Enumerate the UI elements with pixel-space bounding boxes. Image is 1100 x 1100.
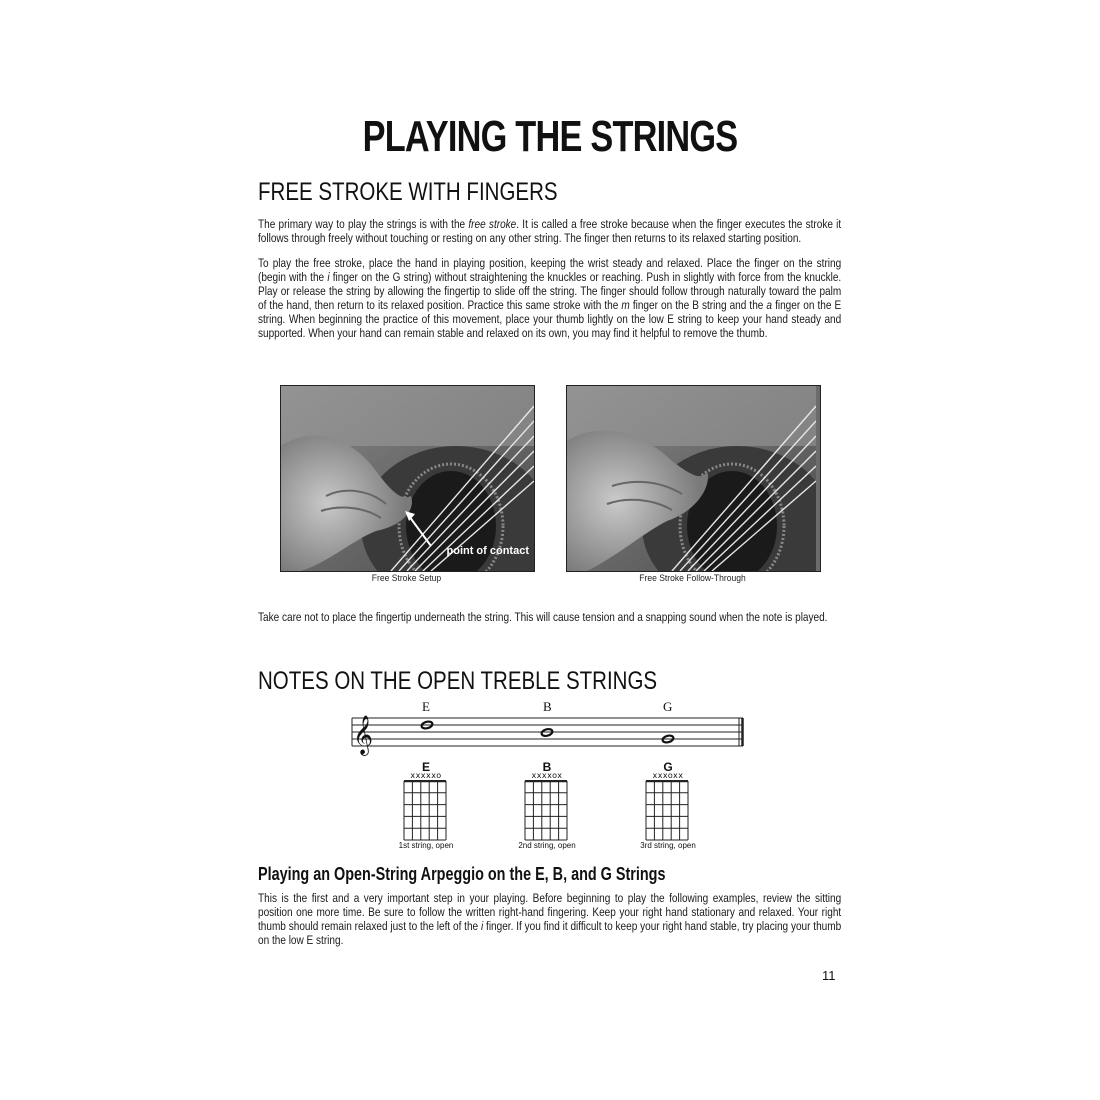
chord-grid-g <box>646 781 688 840</box>
paragraph-free-stroke-howto: To play the free stroke, place the hand in playing position, keeping the wrist steady and relaxed. Place the finger on the string (begin with the i finger on the G string) without straightening the knuckles or reaching. Push in slightly with force from the knuckle. Play or release the string by allowing the fingertip to slide off the string. The finger should follow through naturally toward the palm of the hand, then return to its relaxed position. Practice this same stroke with the m finger on the B string and the a finger on the E string. When beginning the practice of this movement, place your thumb lightly on the low E string to keep your hand steady and supported. When your hand can remain stable and relaxed on its own, you may find it helpful to remove the thumb. <box>258 256 842 340</box>
page-number: 11 <box>822 968 836 983</box>
chord-diagrams <box>400 780 730 842</box>
paragraph-free-stroke-intro: The primary way to play the strings is with the free stroke. It is called a free stroke because when the finger executes the stroke it follows through freely without touching or resting on any other string. The finger then returns to its relaxed starting position. <box>258 217 842 245</box>
guitar-hand-image <box>281 386 534 571</box>
music-staff <box>350 712 745 760</box>
subsection-heading-arpeggio: Playing an Open-String Arpeggio on the E, B, and G Strings <box>258 864 666 884</box>
page-title: PLAYING THE STRINGS <box>362 112 738 161</box>
note-letter-e: E <box>422 699 430 714</box>
chord-name-e: E <box>421 760 430 774</box>
section-heading-open-treble: NOTES ON THE OPEN TREBLE STRINGS <box>258 667 658 695</box>
chord-label-b: 2nd string, open <box>518 841 576 850</box>
chord-marks-b: xxxxox <box>531 771 563 780</box>
photo-free-stroke-setup <box>280 385 535 572</box>
photo-caption-setup: Free Stroke Setup <box>371 573 442 584</box>
chord-name-g: G <box>663 760 673 774</box>
treble-clef-icon: 𝄞 <box>353 715 374 755</box>
section-heading-free-stroke: FREE STROKE WITH FINGERS <box>258 178 558 206</box>
paragraph-caution: Take care not to place the fingertip underneath the string. This will cause tension and a snapping sound when the note is played. <box>258 610 828 624</box>
point-of-contact-label: point of contact <box>446 545 529 557</box>
chord-marks-e: xxxxxo <box>410 771 442 780</box>
photo-caption-follow-through: Free Stroke Follow-Through <box>639 573 746 584</box>
paragraph-arpeggio: This is the first and a very important step in your playing. Before beginning to play the following examples, review the sitting position one more time. Be sure to follow the written right-hand fingering. Keep your right hand stationary and relaxed. Your right thumb should remain relaxed just to the left of the i finger. If you find it difficult to keep your right hand stable, try placing your thumb on the low E string. <box>258 891 842 947</box>
note-letter-b: B <box>543 699 552 714</box>
chord-label-g: 3rd string, open <box>640 841 696 850</box>
chord-name-b: B <box>542 760 552 774</box>
chord-label-e: 1st string, open <box>398 841 454 850</box>
note-letter-g: G <box>663 699 673 714</box>
chord-grid-e <box>404 781 446 840</box>
chord-marks-g: xxxoxx <box>652 771 684 780</box>
guitar-hand-image <box>567 386 816 571</box>
photo-free-stroke-follow-through <box>566 385 821 572</box>
chord-grid-b <box>525 781 567 840</box>
